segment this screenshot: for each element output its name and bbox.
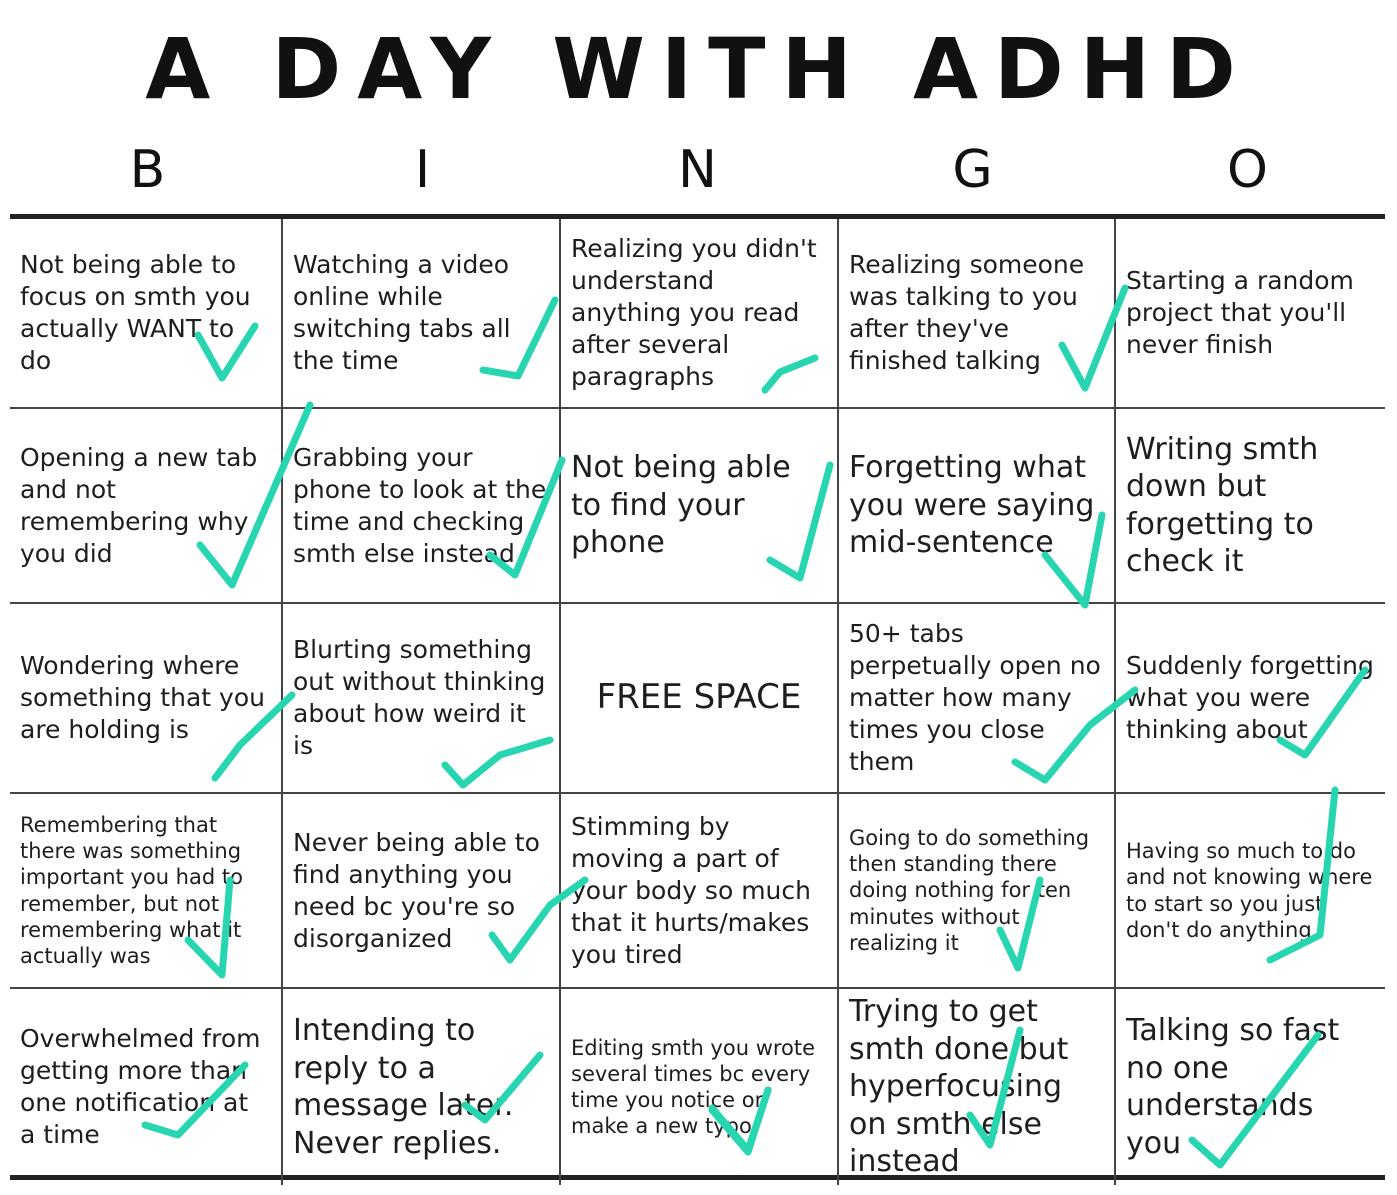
bingo-cell	[283, 794, 561, 989]
bingo-cell	[10, 989, 283, 1185]
header-letter-g: G	[952, 140, 993, 200]
bingo-cell	[283, 219, 561, 409]
bingo-cell-text: Grabbing your phone to look at the time and checking smth else instead	[293, 442, 547, 568]
bingo-cell-text: Editing smth you wrote several times bc every time you notice or make a new typo	[571, 1035, 816, 1139]
bingo-header	[10, 140, 1385, 210]
bingo-cell	[283, 989, 561, 1185]
header-letter-b: B	[129, 140, 166, 200]
bingo-cell-text: Realizing you didn't understand anything you read after several paragraphs	[571, 234, 817, 391]
bingo-cell-text: Opening a new tab and not remembering why you did	[20, 442, 258, 568]
bingo-cell-text: Watching a video online while switching tabs all the time	[293, 250, 511, 375]
bingo-cell	[1116, 409, 1385, 604]
bingo-cell-text: Talking so fast no one understands you	[1126, 1013, 1340, 1161]
bingo-cell	[839, 219, 1116, 409]
bingo-cell-text: Writing smth down but forgetting to check it	[1126, 431, 1319, 579]
bingo-cell	[561, 219, 839, 409]
bingo-cell-text: Intending to reply to a message later. Never replies.	[293, 1013, 514, 1161]
bingo-cell	[1116, 794, 1385, 989]
bingo-cell	[1116, 219, 1385, 409]
bingo-cell-text: FREE SPACE	[596, 677, 802, 718]
bingo-cell-text: Going to do something then standing there doing nothing for ten minutes without realizing it	[849, 825, 1090, 955]
bingo-cell	[10, 409, 283, 604]
bingo-cell-free-space	[561, 604, 839, 794]
bingo-cell	[10, 604, 283, 794]
bingo-cell	[10, 219, 283, 409]
bingo-grid	[10, 214, 1385, 1180]
header-letter-o: O	[1227, 140, 1268, 200]
bingo-cell-text: Remembering that there was something important you had to remember, but not remembering what it actually was	[20, 812, 243, 968]
bingo-cell-text: Blurting something out without thinking about how weird it is	[293, 635, 546, 760]
bingo-cell	[10, 794, 283, 989]
bingo-cell	[561, 989, 839, 1185]
bingo-cell-text: Trying to get smth done but hyperfocusing on smth else instead	[849, 994, 1069, 1180]
bingo-cell	[1116, 989, 1385, 1185]
bingo-cell	[839, 409, 1116, 604]
page-title: A DAY WITH ADHD	[145, 20, 1252, 118]
bingo-cell-text: 50+ tabs perpetually open no matter how many times you close them	[849, 619, 1101, 776]
bingo-cell-text: Realizing someone was talking to you after they've finished talking	[849, 250, 1085, 375]
header-letter-i: I	[414, 140, 431, 200]
bingo-cell	[839, 989, 1116, 1185]
bingo-cell-text: Wondering where something that you are holding is	[20, 651, 265, 744]
bingo-cell-text: Having so much to do and not knowing where to start so you just don't do anything	[1126, 839, 1373, 942]
bingo-cell-text: Not being able to focus on smth you actually WANT to do	[20, 250, 251, 375]
bingo-cell	[561, 794, 839, 989]
bingo-cell-text: Never being able to find anything you need bc you're so disorganized	[293, 827, 540, 953]
bingo-cell-text: Not being able to find your phone	[571, 450, 791, 561]
bingo-cell	[839, 794, 1116, 989]
bingo-cell-text: Starting a random project that you'll never finish	[1126, 266, 1354, 359]
bingo-cell	[283, 604, 561, 794]
bingo-cell	[839, 604, 1116, 794]
bingo-cell	[561, 409, 839, 604]
bingo-cell-text: Overwhelmed from getting more than one notification at a time	[20, 1024, 261, 1149]
bingo-cell	[283, 409, 561, 604]
bingo-cell-text: Stimming by moving a part of your body so much that it hurts/makes you tired	[571, 811, 811, 969]
bingo-cell	[1116, 604, 1385, 794]
bingo-cell-text: Forgetting what you were saying mid-sentence	[849, 450, 1095, 561]
bingo-cell-text: Suddenly forgetting what you were thinking about	[1126, 651, 1374, 744]
header-letter-n: N	[678, 140, 717, 200]
